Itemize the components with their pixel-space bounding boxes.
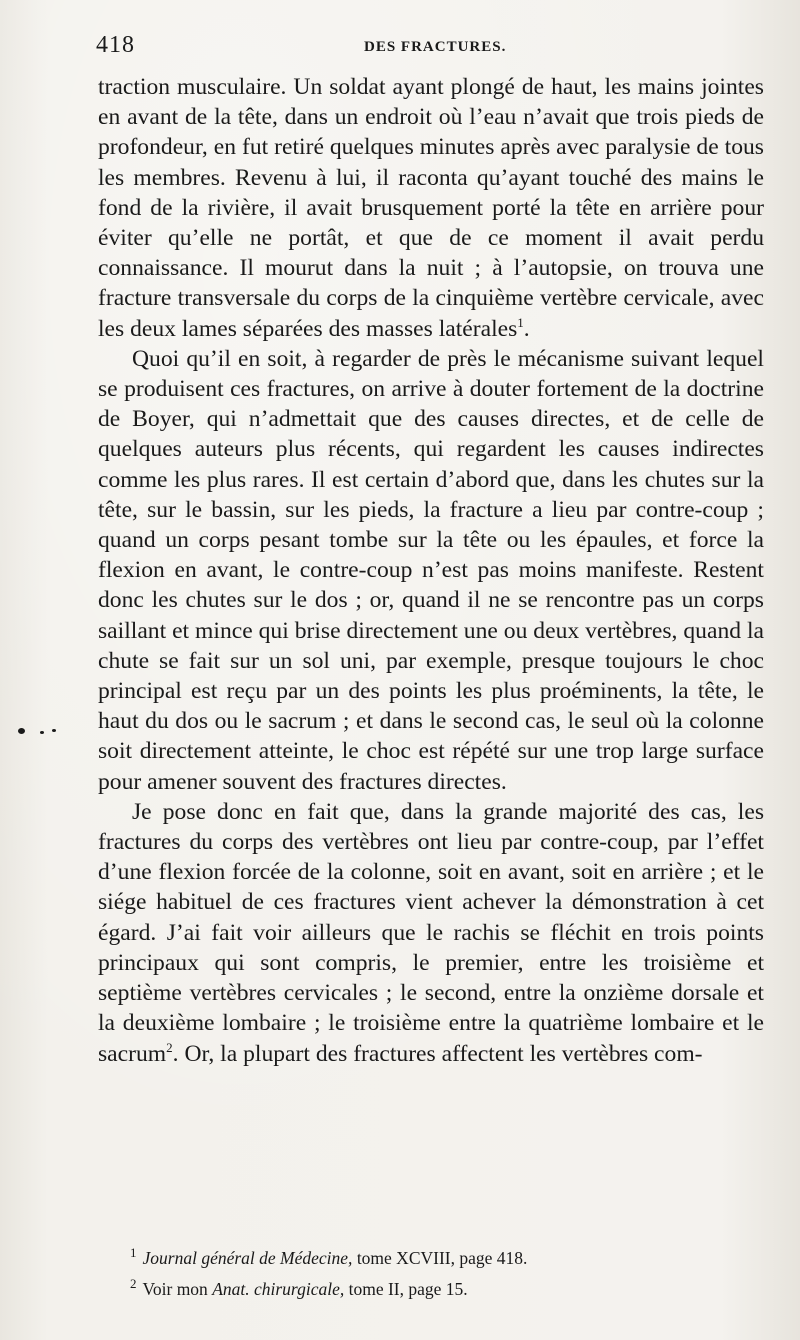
page-header [96,32,764,62]
body-text [98,72,764,1069]
footnote [130,1240,770,1271]
paragraph-text: Quoi qu’il en soit, à regarder de près le mécanisme suivant lequel se produisent ces fractures, on arrive à douter fortement de la doctrine de Boyer, qui n’admettait que des causes directes, et de celle de quelques auteurs plus récents, qui regardent les causes indirectes comme les plus rares. Il est certain d’abord que, dans les chutes sur la tête, sur le bassin, sur les pieds, la fracture a lieu par contre-coup ; quand un corps pesant tombe sur la tête ou les épaules, et force la flexion en avant, le contre-coup n’est pas moins manifeste. Restent donc les chutes sur le dos ; or, quand il ne se rencontre pas un corps saillant et mince qui brise directement une ou deux vertèbres, quand la chute se fait sur un sol uni, par exemple, presque toujours le choc principal est reçu par un des points les plus proéminents, la tête, le haut du dos ou le sacrum ; et dans le second cas, le seul où la colonne soit directement atteinte, le choc est répété sur une trop large surface pour amener souvent des fractures directes. [98,345,764,795]
paragraph-end: . [523,315,530,342]
paragraph [98,72,764,344]
footnote-prefix: Voir mon [142,1278,213,1299]
footnotes [130,1240,770,1302]
paragraph-text: Je pose donc en fait que, dans la grande majorité des cas, les fractures du corps des vertèbres ont lieu par contre-coup, par l’effet d’une flexion forcée de la colonne, soit en avant, soit en arrière ; et le siége habituel de ces fractures vient achever la démonstration à cet égard. J’ai fait voir ailleurs que le rachis se fléchit en trois points principaux qui sont compris, le premier, entre les troisième et septième vertèbres cervicales ; le second, entre la onzième dorsale et la deuxième lombaire ; le troisième entre la quatrième lombaire et le sacrum [98,798,764,1067]
footnote-text: tome II, page 15. [344,1278,468,1299]
footnote-title: Journal général de Médecine, [142,1247,353,1268]
note-reference: 2 [166,1039,173,1055]
paragraph [98,344,764,797]
paragraph-text: traction musculaire. Un soldat ayant plongé de haut, les mains jointes en avant de la tête, dans un endroit où l’eau n’avait que trois pieds de profondeur, en fut retiré quelques minutes après avec paralysie de tous les membres. Revenu à lui, il raconta qu’ayant touché des mains le fond de la rivière, il avait brusquement porté la tête en arrière pour éviter qu’elle ne portât, et que de ce moment il avait perdu connaissance. Il mourut dans la nuit ; à l’autopsie, on trouva une fracture transversale du corps de la cinquième vertèbre cervicale, avec les deux lames séparées des masses latérales [98,74,764,342]
footnote-title: Anat. chirurgicale, [212,1278,345,1299]
paragraph-end: . Or, la plupart des fractures affectent les vertèbres com- [172,1040,703,1067]
ink-blot [18,728,25,734]
page-number: 418 [96,32,135,58]
footnote-text: tome XCVIII, page 418. [352,1247,528,1268]
ink-blot [52,729,56,732]
paragraph [98,797,764,1069]
footnote [130,1271,770,1302]
footnote-mark: 1 [130,1245,137,1260]
ink-blot [40,731,44,734]
note-reference: 1 [517,314,524,330]
running-head: DES FRACTURES. [364,39,507,55]
footnote-mark: 2 [130,1275,137,1291]
